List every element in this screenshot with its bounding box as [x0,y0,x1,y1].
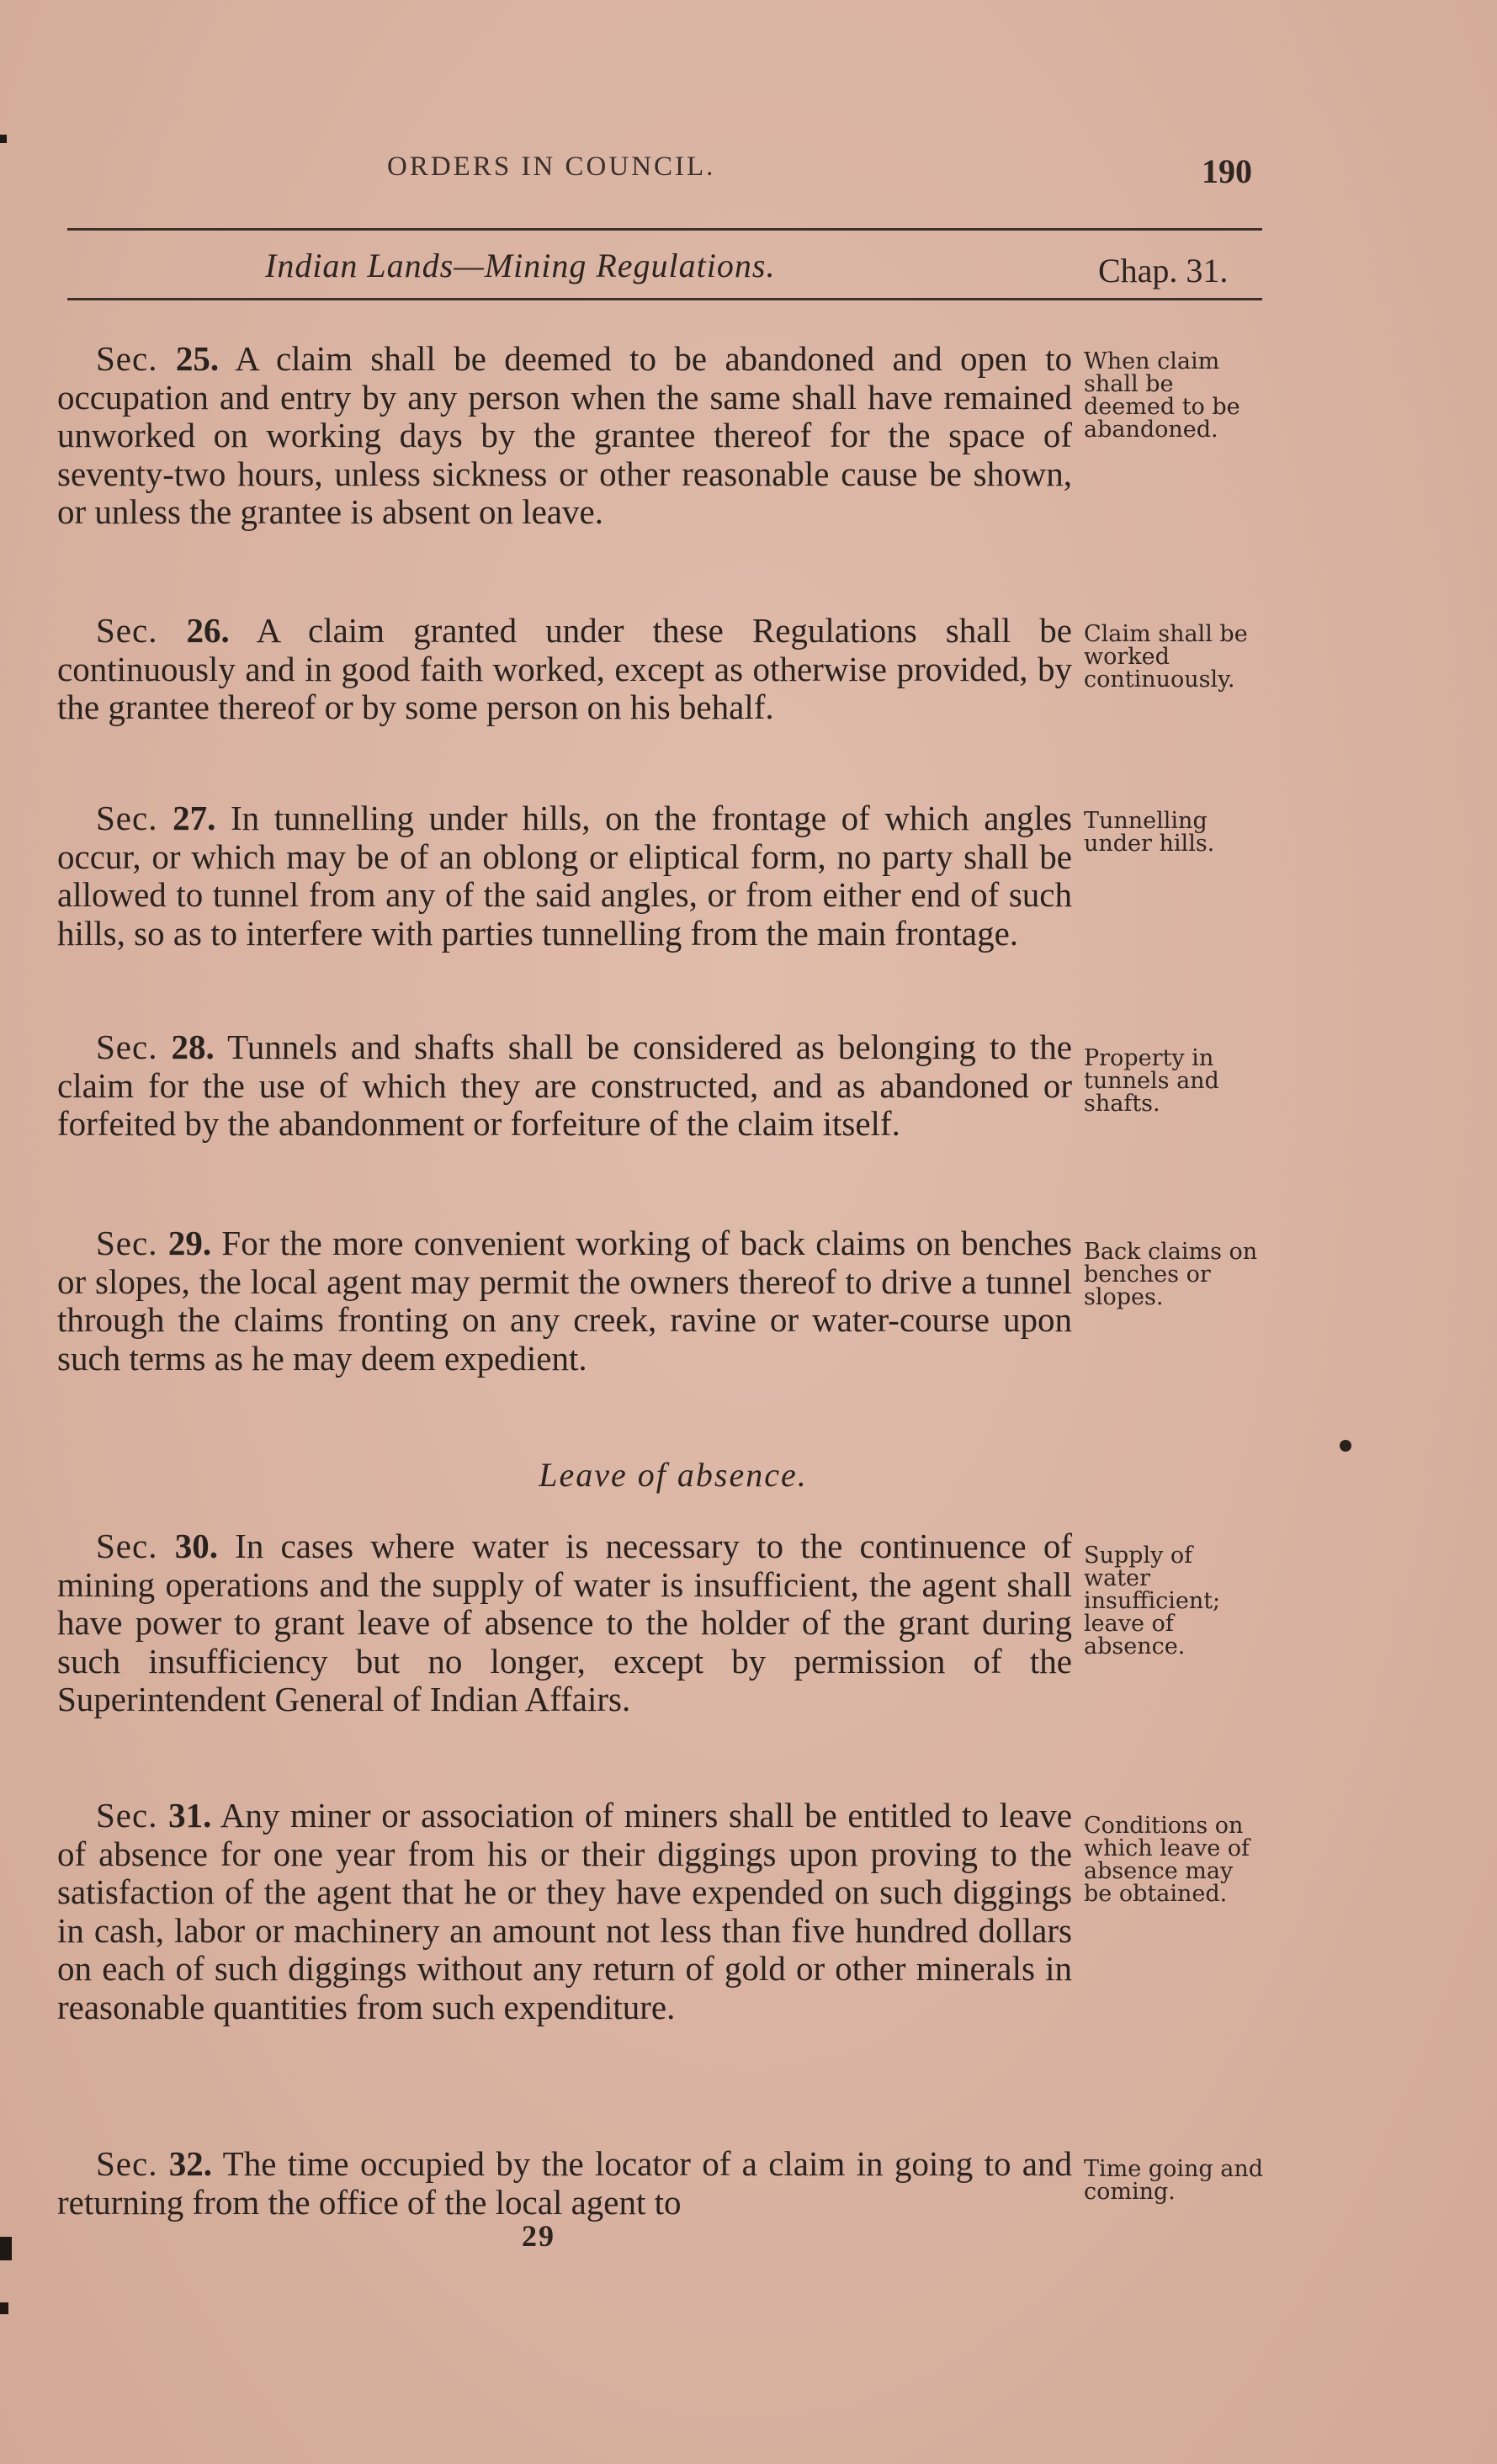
page-number: 190 [1202,152,1252,190]
section-label: Sec. [96,1796,158,1835]
section-label: Sec. [96,1527,158,1565]
section-label: Sec. [96,611,158,650]
section-number: 29. [167,1224,212,1262]
edge-mark [0,135,7,143]
section-text: For the more convenient working of back claims on benches or slopes, the local agent may permit the owners thereof to drive a tunnel through the claims fronting on any creek, ravine or water-course upon such terms as he may deem expedient. [57,1224,1073,1378]
section-label: Sec. [96,1224,158,1262]
section-text: In tunnelling under hills, on the frontage of which angles occur, or which may be of an oblong or eliptical form, no party shall be allowed to tunnel from any of the said angles, or from either end of such hills, so as to interfere with parties tunnelling from the main frontage. [57,799,1072,953]
ink-speck [1340,1440,1351,1452]
edge-mark [0,2302,8,2314]
section-label: Sec. [96,799,158,837]
section-number: 31. [168,1796,212,1835]
section-label: Sec. [96,1028,158,1066]
margin-note-30: Supply of water insufficient; leave of absence. [1084,1543,1221,1659]
section-label: Sec. [96,2144,158,2183]
section-number: 27. [173,799,216,837]
margin-note-32: Time going and coming. [1084,2156,1264,2205]
margin-note-27: Tunnelling under hills. [1084,808,1215,857]
section-text: A claim granted under these Regulations shall be continuously and in good faith worked, except as otherwise provided, by the grantee thereof or by some person on his behalf. [57,611,1073,726]
edge-mark [0,2237,12,2260]
section-31 [57,1797,1072,2026]
chapter-number: Chap. 31. [1098,252,1229,289]
section-text: The time occupied by the locator of a claim in going to and returning from the office of the local agent to [57,2144,1073,2222]
subheading-leave-of-absence: Leave of absence. [539,1456,808,1494]
header-rule-top [67,228,1262,231]
section-number: 32. [168,2144,213,2183]
margin-note-25: When claim shall be deemed to be abandoned. [1084,348,1240,443]
section-number: 25. [175,339,220,378]
section-25 [57,340,1072,532]
section-number: 28. [171,1028,215,1066]
section-text: In cases where water is necessary to the continuence of mining operations and the supply of water is insufficient, the agent shall have power to grant leave of absence to the holder of the grant during such insufficiency but no longer, except by permission of the Superintendent General of Indian Affairs. [57,1527,1073,1718]
signature-mark: 29 [522,2219,555,2253]
chapter-title: Indian Lands—Mining Regulations. [265,247,776,284]
margin-note-26: Claim shall be worked continuously. [1084,621,1248,693]
section-number: 30. [174,1527,218,1565]
section-text: Any miner or association of miners shall be entitled to leave of absence for one year from his or their diggings upon proving to the satisfaction of the agent that he or they have expended on such diggings in cash, labor or machinery an amount not less than five hundred dollars on each of such diggings without any return of gold or other minerals in reasonable quantities from such expenditure. [57,1796,1072,2026]
section-29 [57,1224,1072,1378]
margin-note-29: Back claims on benches or slopes. [1084,1239,1258,1310]
running-head: ORDERS IN COUNCIL. [387,151,716,182]
section-30 [57,1527,1072,1719]
section-27 [57,799,1072,953]
section-32 [57,2145,1072,2222]
section-text: A claim shall be deemed to be abandoned and open to occupation and entry by any person when the same shall have remained unworked on working days by the grantee thereof for the space of seventy-two hours, unless sickness or other reasonable cause be shown, or unless the grantee is absent on leave. [57,339,1072,531]
section-text: Tunnels and shafts shall be considered as belonging to the claim for the use of which they are constructed, and as abandoned or forfeited by the abandonment or forfeiture of the claim itself. [57,1028,1072,1143]
section-label: Sec. [96,339,158,378]
margin-note-28: Property in tunnels and shafts. [1084,1045,1219,1117]
section-26 [57,612,1072,727]
header-rule-bottom [67,298,1262,300]
margin-note-31: Conditions on which leave of absence may be obtained. [1084,1813,1250,1907]
section-number: 26. [186,611,230,650]
section-28 [57,1028,1072,1144]
